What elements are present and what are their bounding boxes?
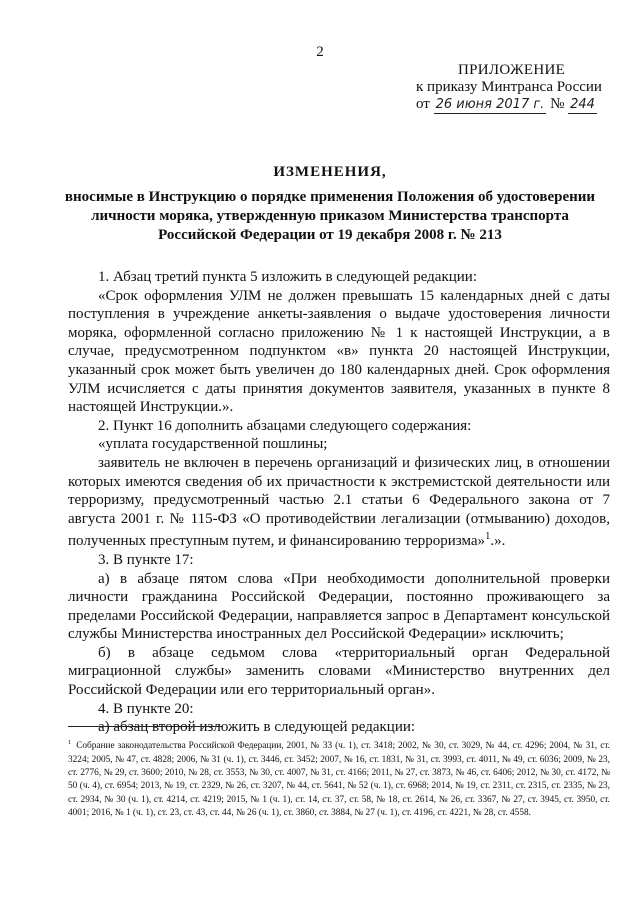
heading-title: ИЗМЕНЕНИЯ, [273,164,387,180]
handwritten-number: 244 [570,97,595,112]
appendix-block [416,62,616,114]
paragraph: «Срок оформления УЛМ не должен превышать 15 календарных дней с даты поступления в учреждение анкеты-заявления о выдаче удостоверения личности моряка, оформленной согласно приложению № 1 к настоящей Инструкции, а в случае, предусмотренном подпунктом «в» пункта 20 настоящей Инструкции, указанный срок может быть увеличен до 180 календарных дней. Срок оформления УЛМ исчисляется с даты принятия документов заявителя, указанных в пункте 8 настоящей Инструкции.». [68,287,610,416]
document-heading [60,163,600,245]
paragraph: а) в абзаце пятом слова «При необходимости дополнительной проверки личности гражданина Российской Федерации, постоянно проживающего за пределами Российской Федерации, направляется запрос в Департамент консульской службы Министерства иностранных дел Российской Федерации» исключить; [68,570,610,643]
paragraph: 4. В пункте 20: [98,700,194,717]
appendix-date-line [416,96,616,114]
number-label: № [550,96,565,112]
paragraph [68,454,610,551]
paragraph: 3. В пункте 17: [98,551,194,568]
paragraph: 2. Пункт 16 дополнить абзацами следующего содержания: [98,417,472,434]
paragraph: а) абзац второй изложить в следующей редакции: [98,719,416,736]
from-label: от [416,96,430,112]
handwritten-date: 26 июня 2017 г. [435,97,545,112]
footnote-number: 1 [68,739,72,746]
paragraph: «уплата государственной пошлины; [98,436,328,453]
footnote-ref: 1 [485,531,491,543]
paragraph-text: заявитель не включен в перечень организаций и физических лиц, в отношении которых имеются сведения об их причастности к экстремистской деятельности или терроризму, предусмотренный частью 2.1 статьи 6 Федерального закона от 7 августа 2001 г. № 115-ФЗ «О противодействии легализации (отмыванию) доходов, полученных преступным путем, и финансированию терроризма» [68,454,610,550]
paragraph: б) в абзаце седьмом слова «территориальный орган Федеральной миграционной службы» заменить словами «Министерство внутренних дел Российской Федерации или его территориальный орган». [68,644,610,699]
page-number: 2 [316,44,324,60]
footnote [68,736,610,821]
body-text [68,268,610,737]
heading-subtitle: вносимые в Инструкцию о порядке применения Положения об удостоверении личности моряка, утвержденную приказом Министерства транспорта Российской Федерации от 19 декабря 2008 г. № 213 [64,189,596,243]
footnote-divider [68,726,223,727]
footnote-text: Собрание законодательства Российской Федерации, 2001, № 33 (ч. 1), ст. 3418; 2002, № 30, ст. 3029, № 44, ст. 4296; 2004, № 31, ст. 3224; 2005, № 47, ст. 4828; 2006, № 31 (ч. 1), ст. 3446, ст. 3452; 2007, № 16, ст. 1831, № 31, ст. 3993, ст. 4011, № 49, ст. 6036; 2009, № 23, ст. 2776, № 29, ст. 3600; 2010, № 28, ст. 3553, № 30, ст. 4007, № 31, ст. 4166; 2011, № 27, ст. 3873, № 46, ст. 6406; 2012, № 30, ст. 4172, № 50 (ч. 4), ст. 6954; 2013, № 19, ст. 2329, № 26, ст. 3207, № 44, ст. 5641, № 52 (ч. 1), ст. 6968; 2014, № 19, ст. 2311, ст. 2315, ст. 2335, № 23, ст. 2934, № 30 (ч. 1), ст. 4214, ст. 4219; 2015, № 1 (ч. 1), ст. 14, ст. 37, ст. 58, № 18, ст. 2614, № 26, ст. 3367, № 27, ст. 3945, ст. 3950, ст. 4001; 2016, № 1 (ч. 1), ст. 23, ст. 43, ст. 44, № 26 (ч. 1), ст. 3860, ст. 3884, № 27 (ч. 1), ст. 4196, ст. 4221, № 28, ст. 4558. [68,741,611,819]
paragraph-tail: .». [490,533,506,550]
appendix-title: ПРИЛОЖЕНИЕ [458,62,566,78]
paragraph: 1. Абзац третий пункта 5 изложить в следующей редакции: [98,269,478,285]
appendix-order-ref: к приказу Минтранса России [416,79,602,95]
